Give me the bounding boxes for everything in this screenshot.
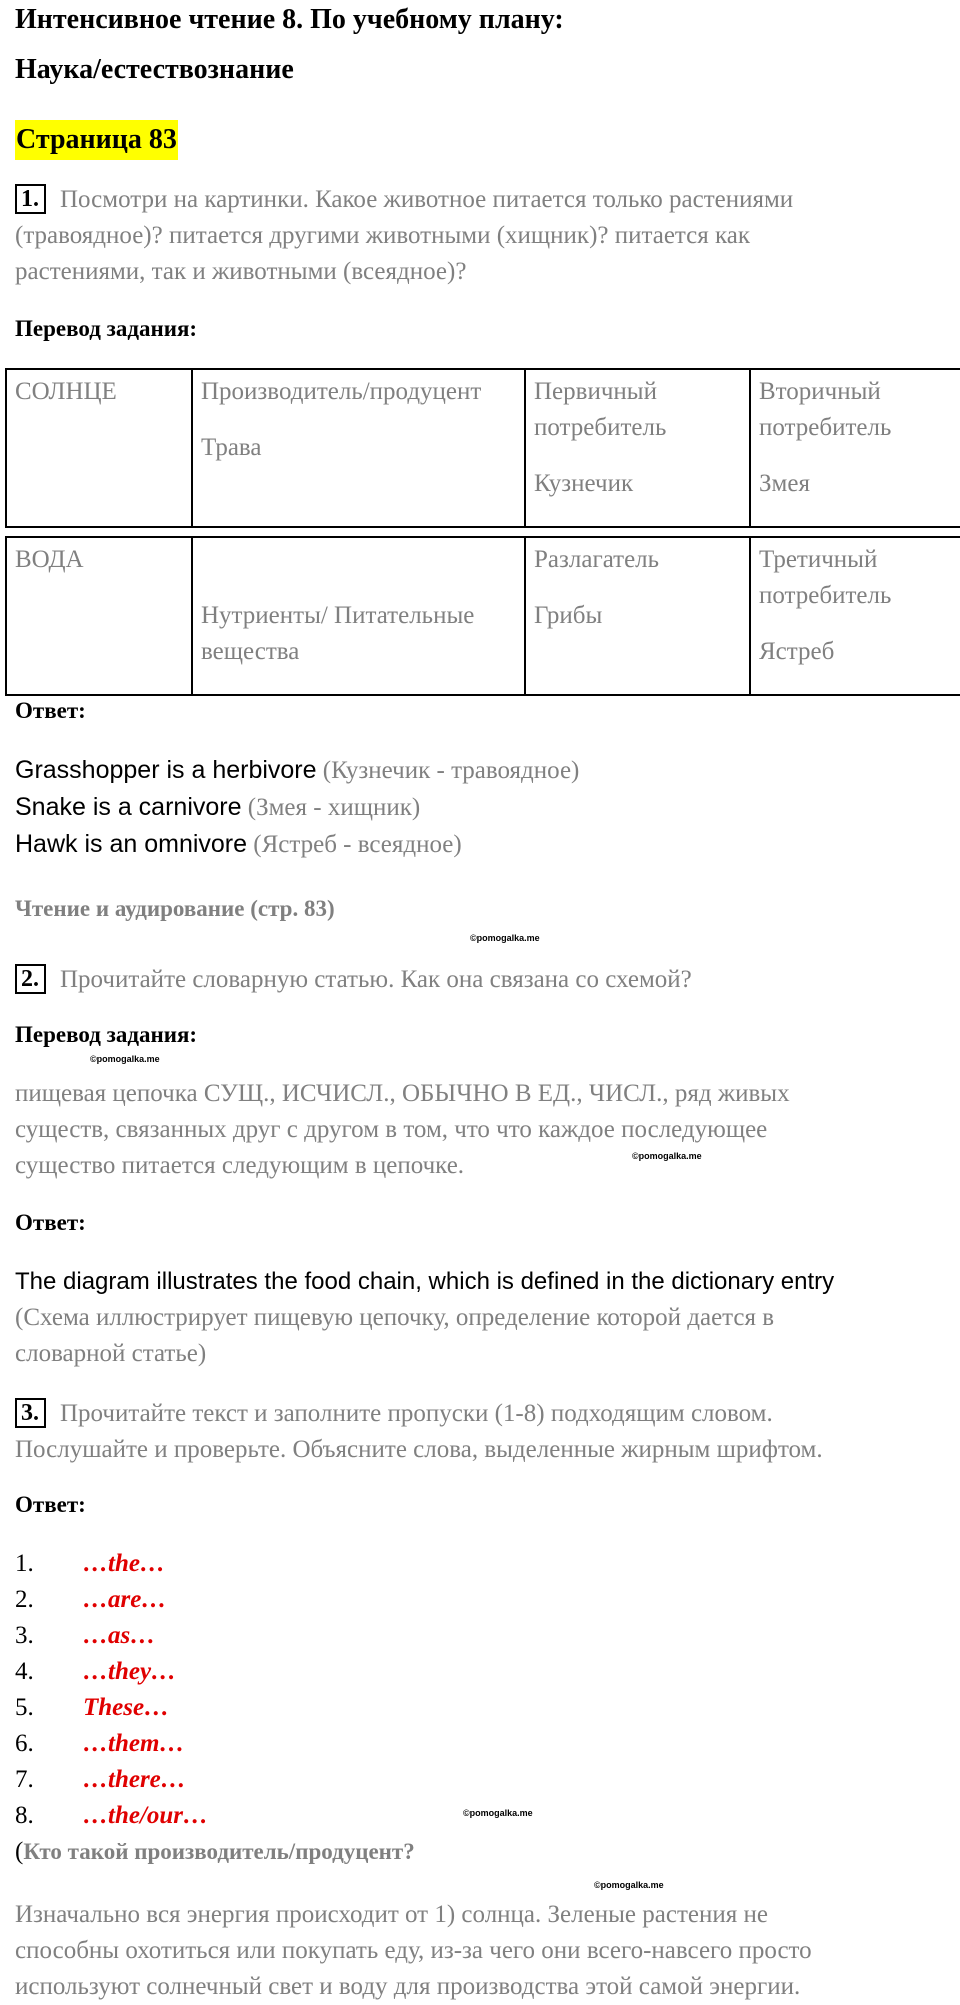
task2-translation-label: Перевод задания: [15, 1022, 198, 1047]
watermark: ©pomogalka.me [470, 933, 540, 943]
page-number-label [15, 120, 178, 160]
subheading-paren: ( [15, 1838, 24, 1865]
watermark: ©pomogalka.me [594, 1880, 664, 1890]
task2-translation-line1: пищевая цепочка СУЩ., ИСЧИСЛ., ОБЫЧНО В ЕД., ЧИСЛ., ряд живых [15, 1080, 790, 1107]
secondary-consumer-title-1: Вторичный [759, 378, 881, 405]
task1-text-line1: Посмотри на картинки. Какое животное питается только растениями [60, 186, 794, 213]
list-item-number: 6. [15, 1730, 34, 1757]
list-item-number: 3. [15, 1622, 34, 1649]
table-cell-producer [192, 369, 525, 527]
table-cell-sun [6, 369, 192, 527]
answer-english: Grasshopper is a herbivore [15, 756, 317, 784]
task3-instruction [15, 1396, 950, 1468]
list-item [15, 1762, 415, 1798]
task2-translation-line3: существо питается следующим в цепочке. [15, 1152, 465, 1179]
task3-text-line1: Прочитайте текст и заполните пропуски (1-8) подходящим словом. [60, 1400, 773, 1427]
decomposer-example: Грибы [534, 602, 603, 629]
list-item [15, 1690, 415, 1726]
list-item-answer: …as… [83, 1622, 156, 1649]
subheading-line [15, 1834, 415, 1870]
tertiary-consumer-example: Ястреб [759, 638, 835, 665]
task2-instruction [15, 962, 945, 998]
nutrients-line1: Нутриенты/ Питательные [201, 602, 475, 629]
task2-text: Прочитайте словарную статью. Как она связана со схемой? [60, 966, 692, 993]
task1-text-line2: (травоядное)? питается другими животными (хищник)? питается как [15, 222, 751, 249]
answer-russian: (Змея - хищник) [247, 794, 421, 821]
task1-answer-label: Ответ: [15, 698, 86, 723]
task3-paragraph-line1: Изначально вся энергия происходит от 1) солнца. Зеленые растения не [15, 1901, 768, 1928]
secondary-consumer-title-2: потребитель [759, 414, 892, 441]
task1-translation-label: Перевод задания: [15, 316, 198, 341]
task3-text-line2: Послушайте и проверьте. Объясните слова, выделенные жирным шрифтом. [15, 1436, 823, 1463]
list-item [15, 1798, 415, 1834]
producer-subheading: Кто такой производитель/продуцент? [23, 1839, 415, 1864]
answer-russian: (Кузнечик - травоядное) [322, 757, 580, 784]
task2-answer-label: Ответ: [15, 1210, 86, 1235]
primary-consumer-title-1: Первичный [534, 378, 657, 405]
task2-translation [15, 1076, 945, 1184]
list-item [15, 1582, 415, 1618]
document-title-line1: Интенсивное чтение 8. По учебному плану: [15, 4, 564, 35]
table-cell-decomposer [525, 537, 750, 695]
task3-answer-list [15, 1546, 415, 1870]
decomposer-title: Разлагатель [534, 546, 660, 573]
document-title-line2: Наука/естествознание [15, 54, 294, 85]
answer-line [15, 826, 579, 863]
primary-consumer-title-2: потребитель [534, 414, 667, 441]
list-item-answer: …the… [83, 1550, 165, 1577]
primary-consumer-example: Кузнечик [534, 470, 634, 497]
list-item-number: 8. [15, 1802, 34, 1829]
secondary-consumer-example: Змея [759, 470, 810, 497]
table-cell-sun-label: СОЛНЦЕ [15, 378, 117, 405]
list-item-number: 1. [15, 1550, 34, 1577]
producer-example: Трава [201, 434, 262, 461]
answer-line [15, 752, 579, 789]
answer-line [15, 789, 579, 826]
answer-english: Hawk is an omnivore [15, 830, 248, 858]
task2-answer-russian-line2: словарной статье) [15, 1340, 207, 1367]
table-cell-nutrients [192, 537, 525, 695]
task3-paragraph-line2: способны охотиться или покупать еду, из-за чего они всего-навсего просто [15, 1937, 812, 1964]
task1-number: 1. [15, 184, 46, 214]
list-item [15, 1654, 415, 1690]
list-item-number: 7. [15, 1766, 34, 1793]
task2-answer-english: The diagram illustrates the food chain, which is defined in the dictionary entry [15, 1268, 835, 1295]
list-item-number: 5. [15, 1694, 34, 1721]
list-item-answer: …they… [83, 1658, 177, 1685]
task3-answer-label: Ответ: [15, 1492, 86, 1517]
reading-section-heading: Чтение и аудирование (стр. 83) [15, 896, 335, 921]
list-item-answer: These… [83, 1694, 170, 1721]
food-chain-table-row1 [5, 368, 960, 528]
nutrients-line2: вещества [201, 638, 300, 665]
answer-english: Snake is a carnivore [15, 793, 242, 821]
tertiary-consumer-title-2: потребитель [759, 582, 892, 609]
list-item [15, 1618, 415, 1654]
producer-title: Производитель/продуцент [201, 378, 482, 405]
task1-answer-list [15, 752, 579, 863]
list-item-number: 2. [15, 1586, 34, 1613]
list-item-answer: …them… [83, 1730, 185, 1757]
tertiary-consumer-title-1: Третичный [759, 546, 878, 573]
list-item-answer: …there… [83, 1766, 186, 1793]
watermark: ©pomogalka.me [632, 1151, 702, 1161]
list-item [15, 1726, 415, 1762]
task1-text-line3: растениями, так и животными (всеядное)? [15, 258, 467, 285]
answer-russian: (Ястреб - всеядное) [253, 831, 462, 858]
list-item-answer: …are… [83, 1586, 167, 1613]
watermark: ©pomogalka.me [463, 1808, 533, 1818]
table-cell-tertiary-consumer [750, 537, 960, 695]
task2-answer-russian-line1: (Схема иллюстрирует пищевую цепочку, определение которой дается в [15, 1304, 775, 1331]
page-number-highlight: Страница 83 [15, 120, 178, 160]
list-item-number: 4. [15, 1658, 34, 1685]
task2-translation-line2: существ, связанных друг с другом в том, что что каждое последующее [15, 1116, 768, 1143]
table-cell-water [6, 537, 192, 695]
task2-number: 2. [15, 964, 46, 994]
list-item-answer: …the/our… [83, 1802, 209, 1829]
table-cell-primary-consumer [525, 369, 750, 527]
table-cell-secondary-consumer [750, 369, 960, 527]
watermark: ©pomogalka.me [90, 1054, 160, 1064]
task1-instruction [15, 182, 945, 290]
task3-paragraph [15, 1897, 950, 2005]
list-item [15, 1546, 415, 1582]
task3-paragraph-line3: используют солнечный свет и воду для производства этой самой энергии. [15, 1973, 801, 2000]
table-cell-water-label: ВОДА [15, 546, 84, 573]
task3-number: 3. [15, 1398, 46, 1428]
food-chain-table-row2 [5, 536, 960, 696]
task2-answer [15, 1264, 950, 1372]
